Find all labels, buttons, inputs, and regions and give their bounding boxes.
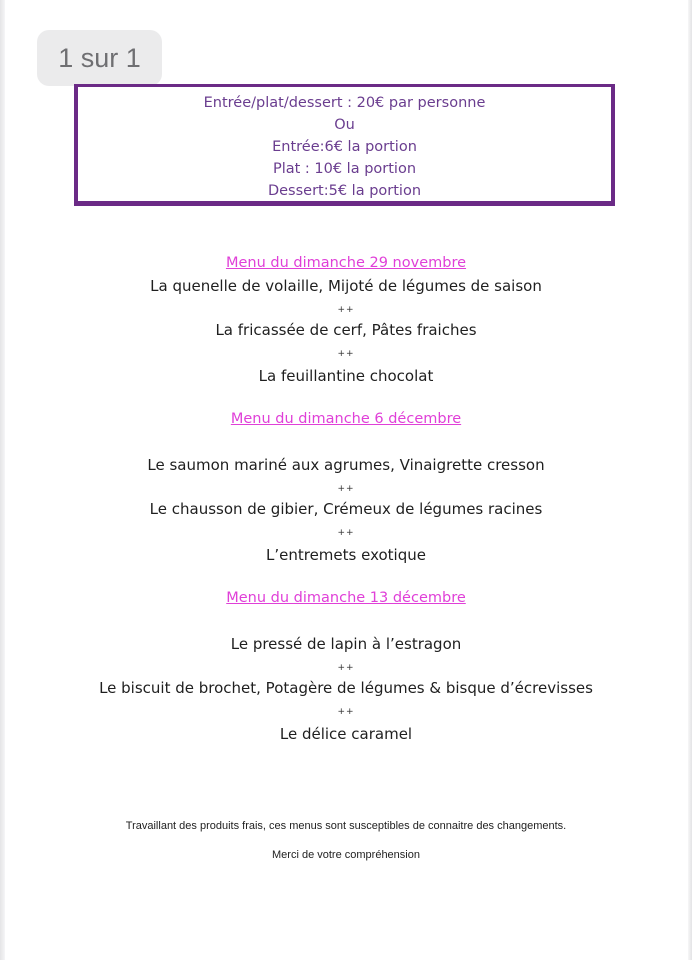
- page-indicator-badge: [37, 30, 162, 86]
- menu-dessert: L’entremets exotique: [266, 546, 426, 564]
- menu-starter: Le pressé de lapin à l’estragon: [230, 635, 462, 653]
- menu-separator: ++: [337, 663, 355, 673]
- footer-thanks: Merci de votre compréhension: [272, 849, 420, 861]
- menu-heading: Menu du dimanche 6 décembre: [230, 411, 462, 427]
- menu-separator: ++: [337, 484, 355, 494]
- menu-starter: Le saumon mariné aux agrumes, Vinaigrette cresson: [147, 456, 545, 474]
- pricing-line-or: Ou: [334, 117, 355, 133]
- pricing-box: [74, 84, 615, 206]
- menu-main: La fricassée de cerf, Pâtes fraiches: [215, 321, 477, 339]
- pricing-line-main: Plat : 10€ la portion: [272, 161, 417, 177]
- page-edge-left: [0, 0, 5, 960]
- menu-separator: ++: [337, 305, 355, 315]
- pricing-line-starter: Entrée:6€ la portion: [272, 139, 417, 155]
- menu-separator: ++: [337, 349, 355, 359]
- menu-starter: La quenelle de volaille, Mijoté de légumes de saison: [150, 277, 542, 295]
- pricing-line-dessert: Dessert:5€ la portion: [267, 183, 422, 199]
- menu-separator: ++: [337, 707, 355, 717]
- footer-disclaimer: Travaillant des produits frais, ces menus sont susceptibles de connaitre des changements.: [125, 820, 567, 832]
- page-indicator-label: 1 sur 1: [58, 42, 141, 73]
- menu-heading: Menu du dimanche 29 novembre: [225, 255, 467, 271]
- menu-separator: ++: [337, 528, 355, 538]
- menu-main: Le biscuit de brochet, Potagère de légumes & bisque d’écrevisses: [99, 679, 593, 697]
- menu-dessert: La feuillantine chocolat: [258, 367, 434, 385]
- pricing-line-full-menu: Entrée/plat/dessert : 20€ par personne: [203, 95, 486, 111]
- menu-dessert: Le délice caramel: [279, 725, 413, 743]
- menu-heading: Menu du dimanche 13 décembre: [226, 590, 466, 606]
- page-edge-right: [688, 0, 692, 960]
- menu-main: Le chausson de gibier, Crémeux de légumes racines: [149, 500, 543, 518]
